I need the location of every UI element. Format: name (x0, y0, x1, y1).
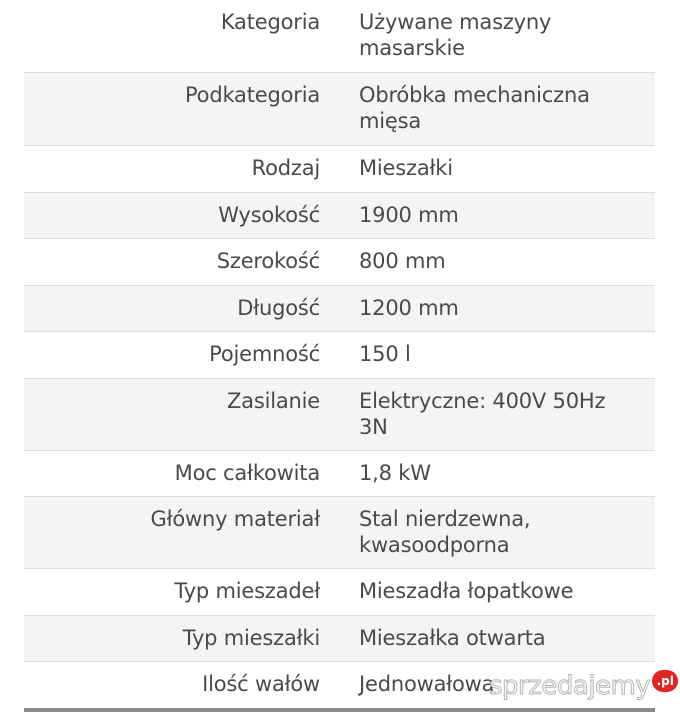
spec-value: Mieszałka otwarta (359, 626, 546, 650)
watermark-text: sprzedajemy (489, 671, 651, 701)
spec-label: Kategoria (220, 10, 320, 34)
spec-table (24, 0, 655, 709)
spec-label: Podkategoria (184, 83, 320, 107)
spec-value: Obróbka mechaniczna mięsa (359, 83, 590, 133)
spec-value: Elektryczne: 400V 50Hz 3N (359, 389, 606, 439)
spec-row-pojemnosc (24, 332, 655, 379)
spec-value: 1,8 kW (359, 461, 431, 485)
spec-label: Główny materiał (150, 507, 320, 531)
spec-value: Stal nierdzewna, kwasoodporna (359, 507, 531, 557)
spec-row-kategoria (24, 0, 655, 73)
spec-row-szerokosc (24, 239, 655, 286)
watermark-badge: .pl (652, 670, 678, 692)
spec-value: Używane maszyny masarskie (359, 10, 552, 60)
spec-row-dlugosc (24, 286, 655, 332)
spec-value: Mieszadła łopatkowe (359, 579, 574, 603)
spec-label: Wysokość (218, 203, 320, 227)
table-bottom-divider (24, 708, 655, 712)
spec-row-wysokosc (24, 193, 655, 239)
spec-row-glowny-material (24, 497, 655, 569)
spec-label: Ilość wałów (202, 672, 320, 696)
spec-label: Rodzaj (251, 156, 320, 180)
spec-label: Pojemność (209, 342, 320, 366)
spec-row-typ-mieszalki (24, 616, 655, 662)
spec-label: Szerokość (216, 249, 320, 273)
spec-label: Typ mieszałki (182, 626, 320, 650)
spec-label: Typ mieszadeł (174, 579, 320, 603)
spec-label: Długość (237, 296, 320, 320)
spec-value: 150 l (359, 342, 411, 366)
spec-row-ilosc-walow (24, 662, 655, 709)
spec-row-moc-calkowita (24, 451, 655, 497)
spec-value: 1200 mm (359, 296, 459, 320)
spec-row-zasilanie (24, 379, 655, 451)
spec-label: Zasilanie (227, 389, 320, 413)
spec-row-podkategoria (24, 73, 655, 146)
spec-label: Moc całkowita (174, 461, 320, 485)
spec-value: Mieszałki (359, 156, 453, 180)
spec-value: 800 mm (359, 249, 446, 273)
spec-row-rodzaj (24, 146, 655, 193)
spec-row-typ-mieszadel (24, 569, 655, 616)
spec-value: 1900 mm (359, 203, 459, 227)
spec-value: Jednowałowa (359, 672, 495, 696)
